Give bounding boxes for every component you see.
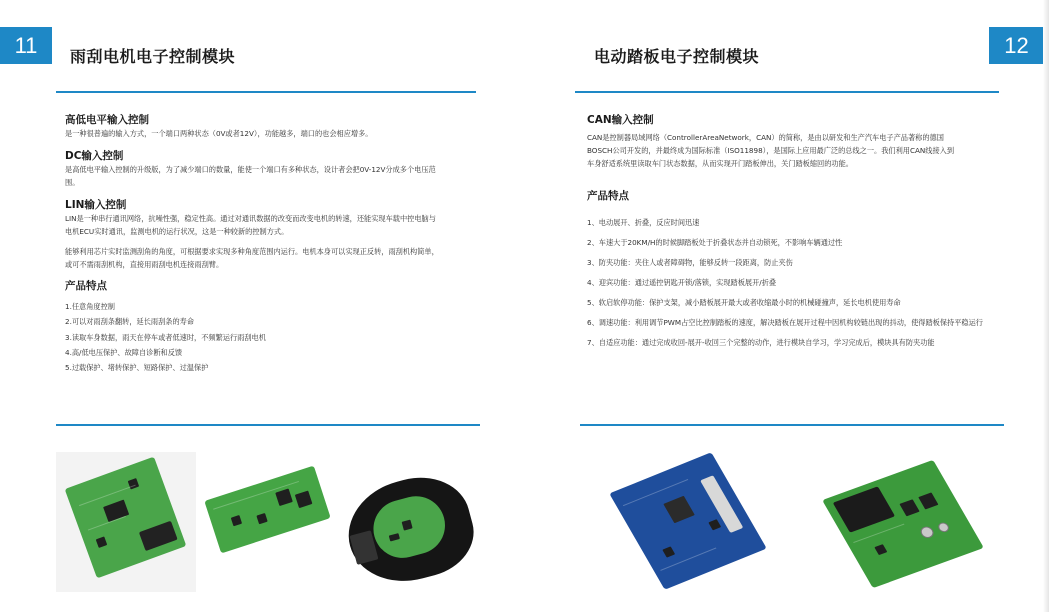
section-heading: DC输入控制 bbox=[65, 150, 124, 162]
page-number-left: 11 bbox=[0, 27, 52, 64]
feature-item: 3.读取车身数据，雨天在停车或者低速时，不频繁运行雨刮电机 bbox=[65, 332, 266, 342]
feature-item: 5.过载保护、堵转保护、短路保护、过温保护 bbox=[65, 363, 209, 373]
section-heading: CAN输入控制 bbox=[587, 114, 654, 126]
feature-item: 2、车速大于20KM/H的时候脚踏板处于折叠状态并自动锁死，不影响车辆通过性 bbox=[587, 238, 843, 247]
section-text: 是一种很普遍的输入方式，一个端口两种状态（0V或者12V），功能越多，端口的也会相应增多。 bbox=[65, 129, 373, 138]
features-title-left: 产品特点 bbox=[65, 280, 107, 292]
page-edge-shadow bbox=[1043, 0, 1049, 612]
section-text: CAN是控制器局域网络（ControllerAreaNetwork，CAN）的简称，是由以研发和生产汽车电子产品著称的德国BOSCH公司开发的，并最终成为国际标准（ISO11898），是国际上应用最广泛的总线之一。我们利用CAN线接入到车身舒适系统里读取车门状态数据，从而实现开门踏板伸出，关门踏板缩回的功能。 bbox=[587, 133, 955, 168]
section-heading: LIN输入控制 bbox=[65, 199, 127, 211]
feature-item: 4、迎宾功能：通过遥控钥匙开锁/落锁，实现踏板展开/折叠 bbox=[587, 278, 777, 287]
section-text: LIN是一种串行通讯网络，抗噪性强，稳定性高。通过对通讯数据的改变而改变电机的转速，还能实现车载中控电脑与电机ECU实时通讯，监测电机的运行状况，这是一种较新的控制方式。 bbox=[65, 214, 436, 236]
page-number-right: 12 bbox=[989, 27, 1044, 64]
feature-item: 4.高/低电压保护、故障自诊断和反馈 bbox=[65, 347, 183, 357]
right-content bbox=[587, 113, 1017, 353]
page-title-left: 雨刮电机电子控制模块 bbox=[70, 47, 236, 66]
step-module-photo-2 bbox=[822, 452, 982, 597]
wiper-module-photo-3 bbox=[340, 462, 482, 597]
divider-bottom-right bbox=[580, 424, 1004, 426]
page-title-right: 电动踏板电子控制模块 bbox=[594, 47, 760, 66]
divider-bottom-left bbox=[56, 424, 480, 426]
wiper-module-photo-1 bbox=[56, 452, 196, 592]
section-heading: 高低电平输入控制 bbox=[65, 114, 149, 126]
description-paragraph: 能够利用芯片实时监测刮角的角度，可根据要求实现多种角度范围内运行。电机本身可以实现正反转，雨刮机构简单，或可不需雨刮机构，直接用雨刮电机连接雨刮臂。 bbox=[65, 247, 439, 269]
feature-item: 1.任意角度控制 bbox=[65, 302, 115, 311]
features-title-right: 产品特点 bbox=[587, 190, 629, 202]
section-text: 是高低电平输入控制的升级版，为了减少端口的数量，能使一个端口有多种状态，设计者会把0V-12V分成多个电压范围。 bbox=[65, 165, 436, 187]
feature-item: 7、自适应功能：通过完成收回-展开-收回三个完整的动作，进行模块自学习，学习完成后，模块具有防夹功能 bbox=[587, 338, 935, 347]
feature-item: 1、电动展开、折叠，反应时间迅速 bbox=[587, 218, 700, 227]
divider-top-right bbox=[575, 91, 999, 93]
divider-top-left bbox=[56, 91, 476, 93]
feature-item: 6、调速功能：利用调节PWM占空比控制踏板的速度，解决踏板在展开过程中因机构较链出现的抖动，使得踏板保持平稳运行 bbox=[587, 318, 983, 327]
feature-item: 3、防夹功能：夹住人或者障碍物，能够反转一段距离，防止夹伤 bbox=[587, 258, 793, 267]
features-list-right bbox=[587, 213, 1017, 353]
step-module-photo-1 bbox=[615, 452, 765, 597]
wiper-module-photo-2 bbox=[200, 462, 334, 562]
feature-item: 2.可以对雨刮条翻转，延长雨刮条的寿命 bbox=[65, 317, 195, 327]
feature-item: 5、软启软停功能：保护支架，减小踏板展开最大或者收缩最小时的机械碰撞声，延长电机使用寿命 bbox=[587, 298, 901, 307]
features-list-left bbox=[65, 299, 455, 375]
left-content bbox=[65, 113, 455, 375]
